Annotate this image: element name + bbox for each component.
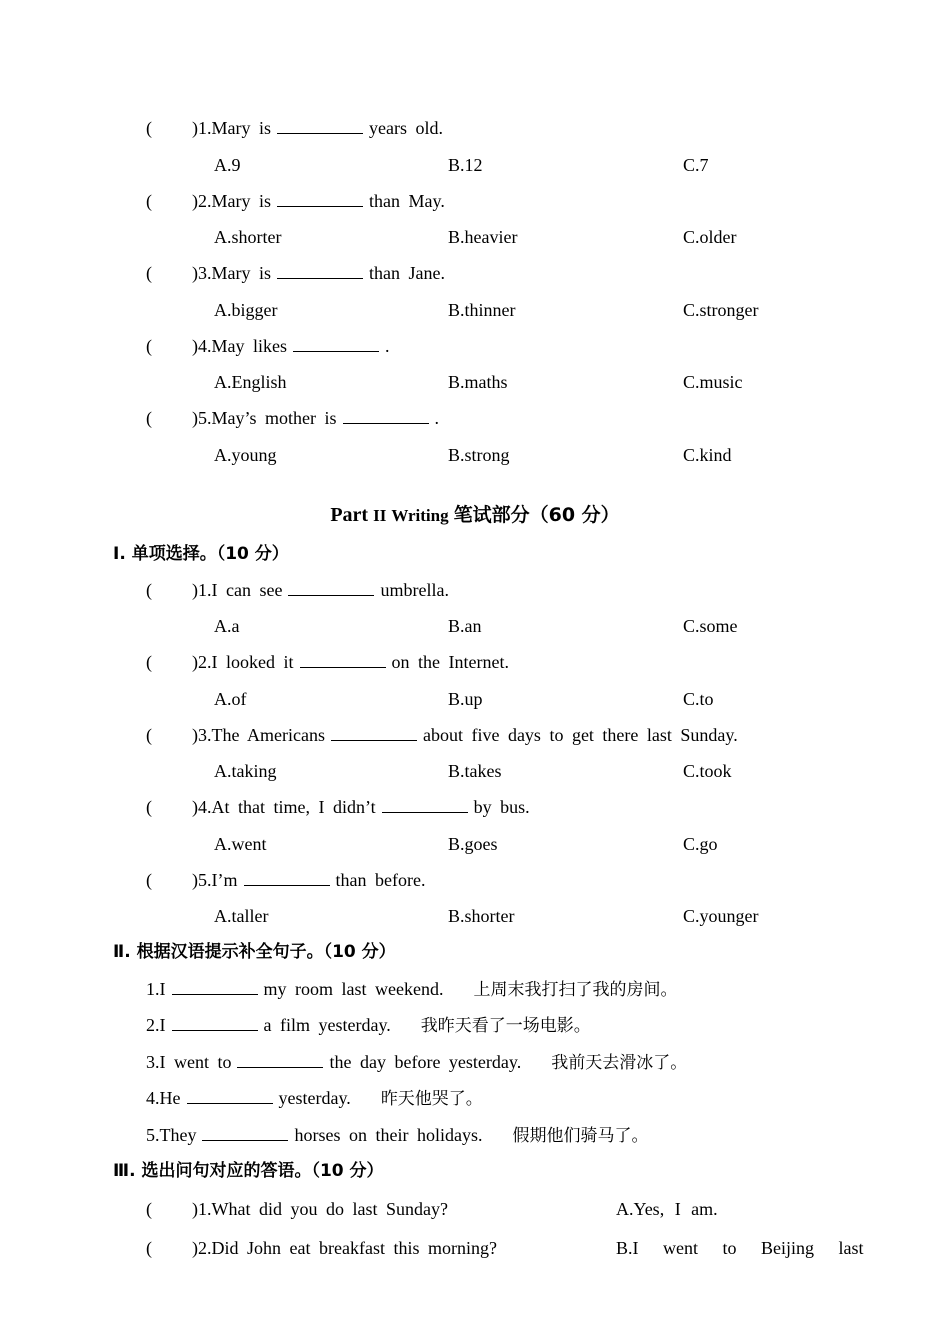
mc-question: ( )3.The Americans about five days to get there last Sunday. bbox=[146, 725, 738, 745]
answer-blank[interactable] bbox=[343, 406, 429, 424]
option-a[interactable]: A.bigger bbox=[214, 300, 278, 320]
mc-question: ( )4.At that time, I didn’t by bus. bbox=[146, 797, 530, 817]
option-c[interactable]: C.older bbox=[683, 227, 737, 247]
option-b[interactable]: B.up bbox=[448, 689, 483, 709]
answer-blank[interactable] bbox=[331, 723, 417, 741]
option-b[interactable]: B.heavier bbox=[448, 227, 518, 247]
option-a[interactable]: A.English bbox=[214, 372, 287, 392]
option-c[interactable]: C.go bbox=[683, 834, 718, 854]
answer-blank[interactable] bbox=[172, 977, 258, 995]
option-a[interactable]: A.9 bbox=[214, 155, 241, 175]
option-b[interactable]: B.goes bbox=[448, 834, 498, 854]
answer-blank[interactable] bbox=[244, 868, 330, 886]
option-a[interactable]: A.young bbox=[214, 445, 277, 465]
fill-sentence: 2.I a film yesterday. 我昨天看了一场电影。 bbox=[146, 1015, 591, 1036]
answer-choice[interactable]: B.I went to Beijing last bbox=[616, 1238, 864, 1258]
option-b[interactable]: B.takes bbox=[448, 761, 502, 781]
answer-choice[interactable]: A.Yes, I am. bbox=[616, 1199, 718, 1219]
option-c[interactable]: C.kind bbox=[683, 445, 732, 465]
listening-question: ( )4.May likes . bbox=[146, 336, 390, 356]
option-b[interactable]: B.strong bbox=[448, 445, 510, 465]
listening-question: ( )3.Mary is than Jane. bbox=[146, 263, 445, 283]
section-heading: Ⅰ. 单项选择。（10 分） bbox=[113, 544, 289, 564]
option-c[interactable]: C.stronger bbox=[683, 300, 759, 320]
option-b[interactable]: B.thinner bbox=[448, 300, 516, 320]
option-b[interactable]: B.12 bbox=[448, 155, 483, 175]
option-c[interactable]: C.7 bbox=[683, 155, 709, 175]
answer-blank[interactable] bbox=[187, 1086, 273, 1104]
mc-question: ( )2.I looked it on the Internet. bbox=[146, 652, 509, 672]
option-b[interactable]: B.maths bbox=[448, 372, 508, 392]
option-b[interactable]: B.an bbox=[448, 616, 482, 636]
fill-sentence: 1.I my room last weekend. 上周末我打扫了我的房间。 bbox=[146, 979, 678, 1000]
match-question: ( )1.What did you do last Sunday? bbox=[146, 1199, 448, 1219]
option-a[interactable]: A.of bbox=[214, 689, 247, 709]
option-c[interactable]: C.to bbox=[683, 689, 714, 709]
answer-blank[interactable] bbox=[300, 650, 386, 668]
fill-sentence: 4.He yesterday. 昨天他哭了。 bbox=[146, 1088, 483, 1109]
fill-sentence: 3.I went to the day before yesterday. 我前天去滑冰了。 bbox=[146, 1052, 688, 1073]
match-question: ( )2.Did John eat breakfast this morning? bbox=[146, 1238, 497, 1258]
listening-question: ( )5.May’s mother is . bbox=[146, 408, 439, 428]
option-a[interactable]: A.taking bbox=[214, 761, 277, 781]
fill-sentence: 5.They horses on their holidays. 假期他们骑马了。 bbox=[146, 1125, 649, 1146]
part-title: Part II Writing 笔试部分（60 分） bbox=[330, 504, 620, 526]
answer-blank[interactable] bbox=[288, 578, 374, 596]
answer-blank[interactable] bbox=[172, 1013, 258, 1031]
option-a[interactable]: A.went bbox=[214, 834, 267, 854]
answer-blank[interactable] bbox=[277, 189, 363, 207]
section-heading: Ⅲ. 选出问句对应的答语。（10 分） bbox=[113, 1161, 384, 1181]
option-a[interactable]: A.a bbox=[214, 616, 240, 636]
answer-blank[interactable] bbox=[382, 795, 468, 813]
option-c[interactable]: C.took bbox=[683, 761, 732, 781]
answer-blank[interactable] bbox=[237, 1050, 323, 1068]
mc-question: ( )5.I’m than before. bbox=[146, 870, 426, 890]
option-c[interactable]: C.some bbox=[683, 616, 738, 636]
option-b[interactable]: B.shorter bbox=[448, 906, 515, 926]
option-c[interactable]: C.music bbox=[683, 372, 743, 392]
listening-question: ( )1.Mary is years old. bbox=[146, 118, 443, 138]
listening-question: ( )2.Mary is than May. bbox=[146, 191, 445, 211]
answer-blank[interactable] bbox=[202, 1123, 288, 1141]
answer-blank[interactable] bbox=[277, 116, 363, 134]
answer-blank[interactable] bbox=[277, 261, 363, 279]
answer-blank[interactable] bbox=[293, 334, 379, 352]
option-a[interactable]: A.shorter bbox=[214, 227, 282, 247]
option-c[interactable]: C.younger bbox=[683, 906, 759, 926]
section-heading: Ⅱ. 根据汉语提示补全句子。（10 分） bbox=[113, 942, 396, 962]
mc-question: ( )1.I can see umbrella. bbox=[146, 580, 449, 600]
option-a[interactable]: A.taller bbox=[214, 906, 269, 926]
